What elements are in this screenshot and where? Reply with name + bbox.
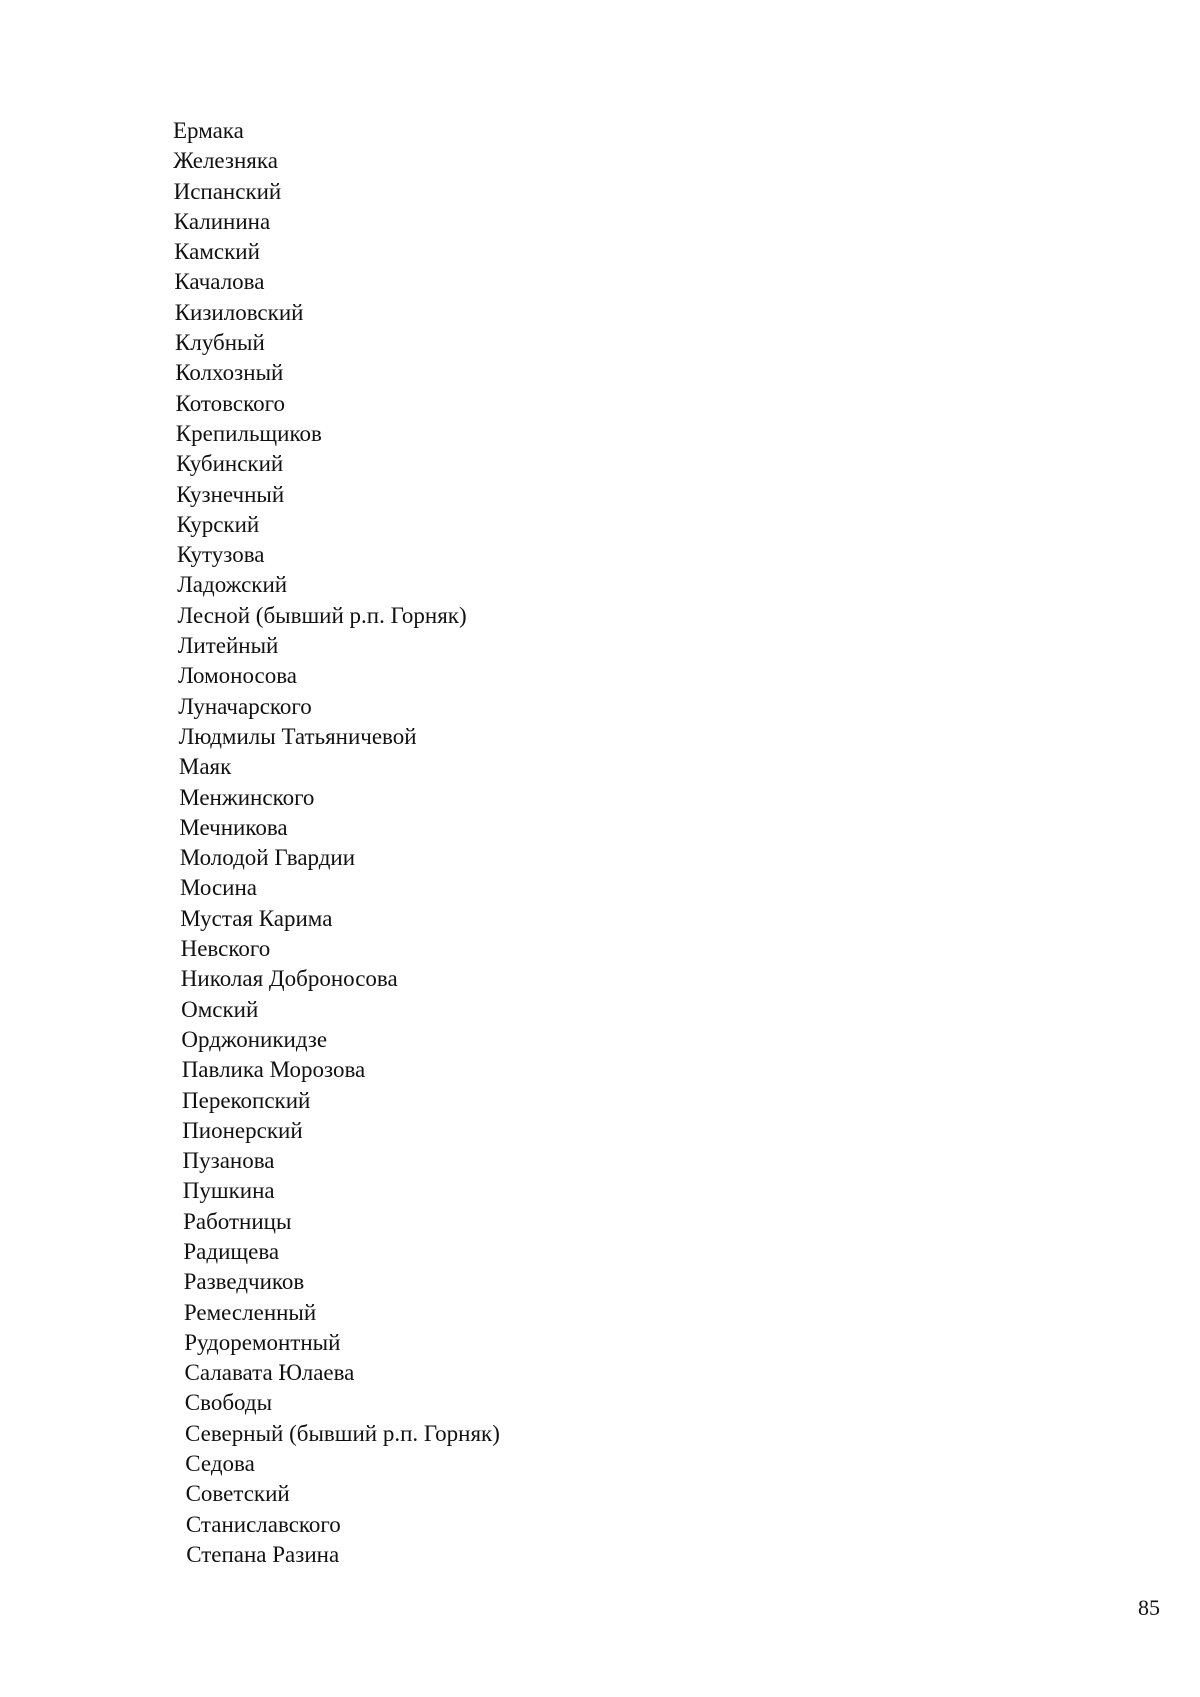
street-item: Северный (бывший р.п. Горняк) (185, 1420, 500, 1446)
street-item: Седова (185, 1451, 255, 1477)
street-item: Маяк (178, 754, 232, 780)
street-item: Камский (174, 239, 260, 265)
street-item: Свободы (184, 1390, 273, 1416)
street-item: Людмилы Татьяничевой (178, 723, 417, 749)
street-item: Невского (180, 936, 271, 962)
street-item: Железняка (173, 148, 278, 174)
street-item: Луначарского (178, 693, 312, 719)
street-item: Ладожский (177, 572, 288, 598)
street-item: Литейный (177, 633, 279, 659)
street-item: Омский (181, 996, 259, 1022)
street-item: Мустая Карима (180, 905, 333, 931)
page-number: 85 (1138, 1595, 1160, 1620)
street-item: Павлика Морозова (181, 1057, 366, 1083)
street-item: Кизиловский (174, 299, 304, 325)
street-item: Котовского (175, 390, 285, 416)
street-item: Кутузова (176, 542, 265, 568)
street-item: Перекопский (182, 1087, 311, 1113)
street-item: Салавата Юлаева (184, 1360, 355, 1386)
street-item: Николая Доброносова (180, 966, 398, 992)
street-item: Кубинский (176, 451, 284, 477)
street-item: Пионерский (182, 1117, 303, 1143)
street-item: Станиславского (185, 1511, 341, 1537)
street-item: Работницы (183, 1208, 292, 1234)
street-item: Кузнечный (176, 481, 285, 507)
street-item: Клубный (175, 330, 265, 356)
street-item: Пушкина (182, 1178, 275, 1204)
street-item: Менжинского (179, 784, 315, 810)
street-item: Советский (185, 1481, 290, 1507)
street-item: Мосина (180, 875, 257, 901)
street-item: Ермака (173, 118, 244, 143)
street-item: Степана Разина (186, 1541, 340, 1567)
street-item: Колхозный (175, 360, 284, 386)
street-item: Мечникова (179, 814, 288, 840)
street-item: Крепильщиков (175, 420, 322, 446)
street-item: Ломоносова (178, 663, 297, 689)
street-item: Качалова (174, 269, 265, 295)
street-item: Радищева (183, 1238, 280, 1264)
street-item: Пузанова (182, 1148, 275, 1174)
street-item: Калинина (173, 208, 271, 234)
street-list (173, 116, 500, 1570)
street-item: Разведчиков (183, 1269, 305, 1295)
street-item: Орджоникидзе (181, 1026, 328, 1052)
street-item: Курский (176, 511, 260, 537)
street-item: Лесной (бывший р.п. Горняк) (177, 602, 467, 628)
street-item: Рудоремонтный (184, 1329, 341, 1355)
street-item: Молодой Гвардии (179, 845, 356, 871)
street-item: Ремесленный (183, 1299, 317, 1325)
street-item: Испанский (173, 178, 282, 204)
